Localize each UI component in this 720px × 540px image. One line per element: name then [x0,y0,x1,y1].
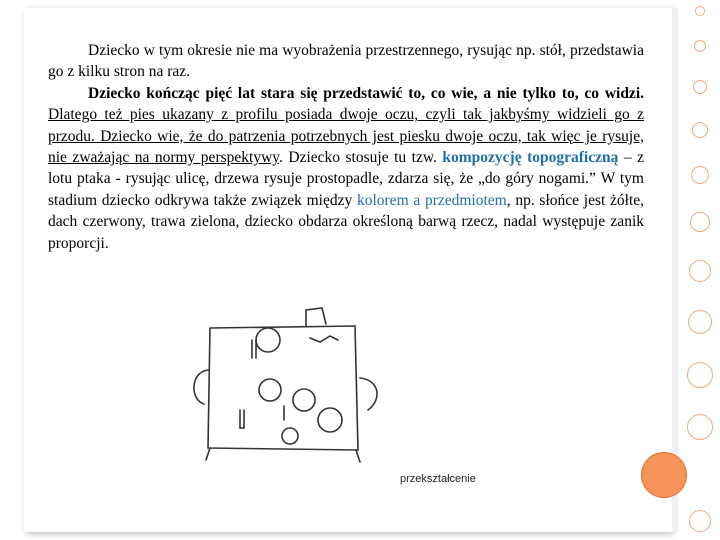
drawing-chair-left [194,370,208,404]
drawing-plate-2 [259,379,281,401]
deco-dot [687,362,713,388]
deco-dot [695,6,705,16]
paragraph-2-bold: Dziecko kończąc pięć lat stara się przedstawić to, co wie, a nie tylko to, co widzi. [88,84,644,102]
deco-dot [693,80,707,94]
drawing-plate-4 [318,408,342,432]
drawing-chair-top [306,308,326,326]
highlight-topographic: kompozycję topograficzną [442,149,619,167]
deco-dot [687,414,713,440]
paragraph-2-text-2: – z lotu ptaka - rysując ulicę, drzewa rysuje prostopadle, zdarza się, że „do góry nogami.” W tym stadium dziecko odkrywa także związek między [48,149,644,209]
deco-dot [688,310,712,334]
paragraph-2-underlined: Dlatego też pies ukazany z profilu posiada dwoje oczu, czyli tak jakbyśmy widzieli go z przodu. Dziecko wie, że do patrzenia potrzebnych jest piesku dwoje oczu, tak więc je rysuje, nie zważając na normy perspektywy [48,106,644,167]
drawing-plate-3 [293,389,315,411]
paragraph-2-text-3: , np. słońce jest żółte, dach czerwony, trawa zielona, dziecko obdarza określoną barwą rzecz, nadal występuje zanik proporcji. [48,191,645,252]
child-drawing-table [180,300,400,470]
paragraph-2 [48,83,644,254]
deco-dot [689,510,711,532]
drawing-fork-1 [310,336,338,342]
drawing-glass-2 [240,410,244,428]
slide-body-text [48,40,644,254]
drawing-chair-right [360,378,377,410]
deco-dot [691,166,709,184]
drawing-leg-1 [206,448,210,460]
drawing-leg-2 [356,450,360,462]
drawing-glass-1 [252,340,256,358]
deco-dot [689,260,711,282]
highlight-color-object: kolorem a przedmiotem [356,191,507,209]
paragraph-1: Dziecko w tym okresie nie ma wyobrażenia przestrzennego, rysując np. stół, przedstawia go z kilku stron na raz. [48,42,644,81]
deco-dot [694,40,706,52]
paragraph-2-period: . [279,149,283,167]
deco-dot [692,122,708,138]
deco-dot-highlight [641,452,687,498]
drawing-plate-5 [282,428,298,444]
deco-dot [690,212,710,232]
paragraph-2-text-1: Dziecko stosuje tu tzw. [288,149,437,167]
drawing-caption: przekształcenie [400,473,476,485]
decorative-dots-column [683,0,713,540]
drawing-plate-1 [256,328,280,352]
